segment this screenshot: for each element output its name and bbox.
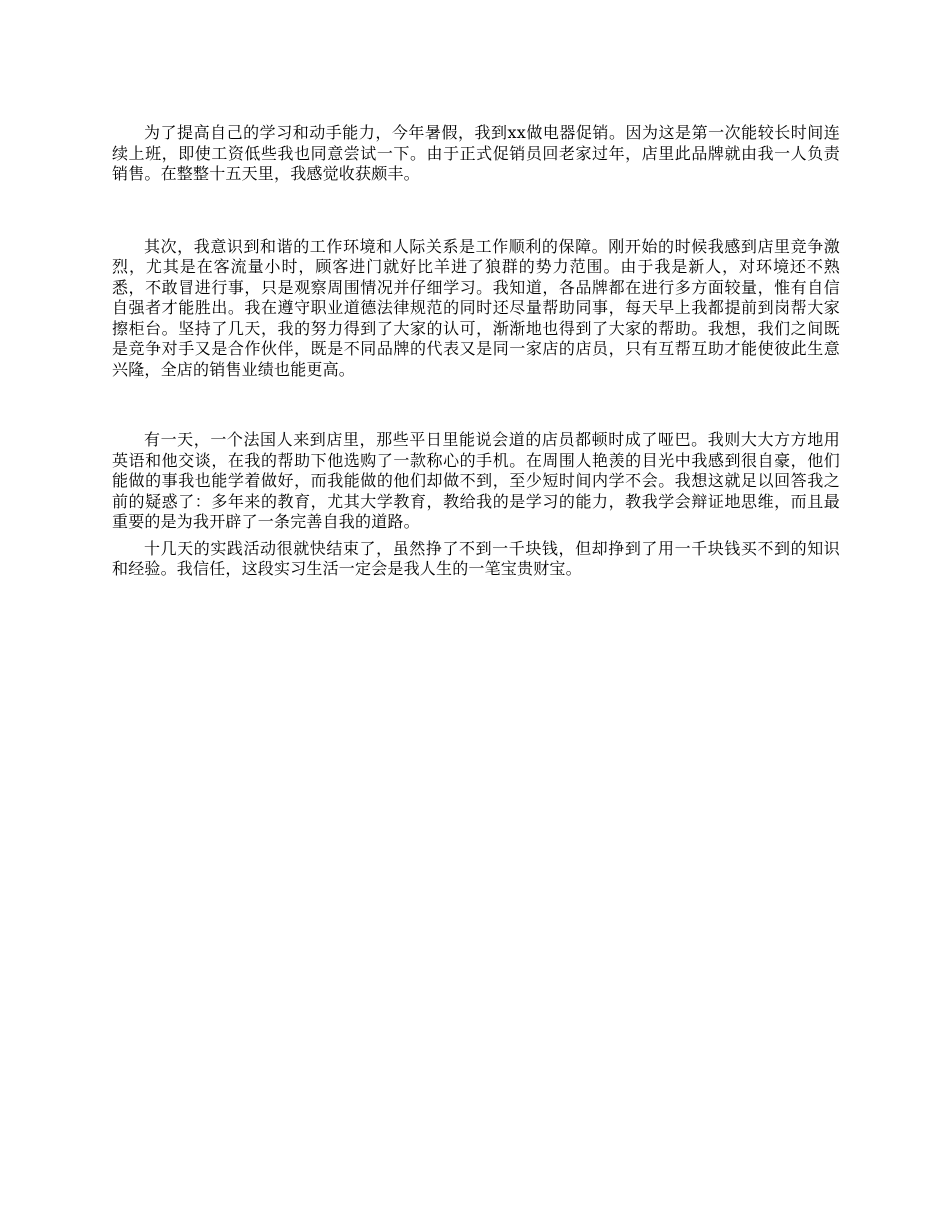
paragraph-intro: 为了提高自己的学习和动手能力，今年暑假，我到xx做电器促销。因为这是第一次能较长时间连续上班，即使工资低些我也同意尝试一下。由于正式促销员回老家过年，店里此品牌就由我一人负责销售。在整整十五天里，我感觉收获颇丰。	[112, 123, 840, 183]
document-page	[112, 123, 840, 580]
paragraph-conclusion: 十几天的实践活动很就快结束了，虽然挣了不到一千块钱，但却挣到了用一千块钱买不到的知识和经验。我信任，这段实习生活一定会是我人生的一笔宝贵财宝。	[112, 538, 840, 578]
paragraph-french-customer: 有一天，一个法国人来到店里，那些平日里能说会道的店员都顿时成了哑巴。我则大大方方地用英语和他交谈，在我的帮助下他选购了一款称心的手机。在周围人艳羡的目光中我感到很自豪，他们能做的事我也能学着做好，而我能做的他们却做不到，至少短时间内学不会。我想这就足以回答我之前的疑惑了：多年来的教育，尤其大学教育，教给我的是学习的能力，教我学会辩证地思维，而且最重要的是为我开辟了一条完善自我的道路。	[112, 430, 840, 531]
paragraph-work-environment: 其次，我意识到和谐的工作环境和人际关系是工作顺利的保障。刚开始的时候我感到店里竞争激烈，尤其是在客流量小时，顾客进门就好比羊进了狼群的势力范围。由于我是新人，对环境还不熟悉，不敢冒进行事，只是观察周围情况并仔细学习。我知道，各品牌都在进行多方面较量，惟有自信自强者才能胜出。我在遵守职业道德法律规范的同时还尽量帮助同事，每天早上我都提前到岗帮大家擦柜台。坚持了几天，我的努力得到了大家的认可，渐渐地也得到了大家的帮助。我想，我们之间既是竞争对手又是合作伙伴，既是不同品牌的代表又是同一家店的店员，只有互帮互助才能使彼此生意兴隆，全店的销售业绩也能更高。	[112, 236, 840, 379]
